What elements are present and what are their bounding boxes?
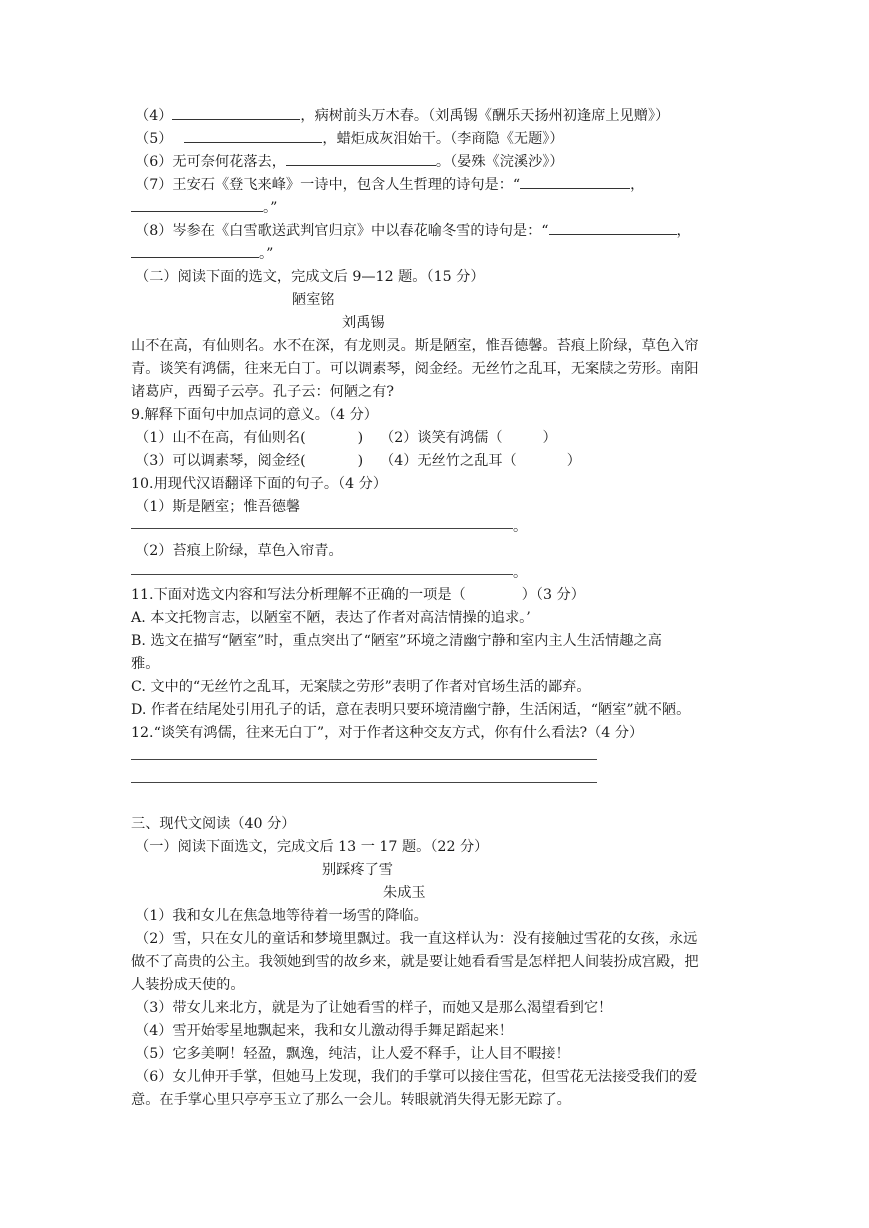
- paragraph-5: （5）它多美啊！轻盈，飘逸，纯洁，让人爱不释手，让人目不暇接！: [135, 1046, 570, 1062]
- option-d: D. 作者在结尾处引用孔子的话，意在表明只要环境清幽宁静，生活闲适，“陋室”就不陋。: [131, 702, 691, 718]
- line-text: （7）王安石《登飞来峰》一诗中，包含人生哲理的诗句是：“: [135, 177, 521, 193]
- item-text: ): [357, 453, 364, 469]
- item-text: ）: [566, 453, 581, 469]
- passage-line: 诸葛庐，西蜀子云亭。孔子云：何陋之有?: [131, 384, 394, 400]
- paragraph-6: （6）女儿伸开手掌，但她马上发现，我们的手掌可以接住雪花，但雪花无法接受我们的爱: [135, 1069, 698, 1085]
- passage-line: 青。谈笑有鸿儒，往来无白丁。可以调素琴，阅金经。无丝竹之乱耳，无案牍之劳形。南阳: [131, 361, 699, 377]
- paragraph-2: （2）雪，只在女儿的童话和梦境里飘过。我一直这样认为：没有接触过雪花的女孩，永远: [135, 931, 698, 947]
- answer-blank[interactable]: [131, 197, 263, 212]
- question-10-2: （2）苔痕上阶绿，草色入帘青。: [135, 543, 343, 559]
- paragraph-3: （3）带女儿来北方，就是为了让她看雪的样子，而她又是那么渴望看到它！: [135, 1000, 613, 1016]
- line-text: 。”: [263, 200, 278, 216]
- line-text: ，病树前头万木春。（刘禹锡《酬乐天扬州初逢席上见赠》）: [300, 108, 670, 124]
- paragraph-2-cont: 做不了高贵的公主。我领她到雪的故乡来，就是要让她看看雪是怎样把人间装扮成宫殿，把: [131, 954, 699, 970]
- item-text: （3）可以调素琴，阅金经(: [135, 453, 306, 469]
- section-subheader: （一）阅读下面选文，完成文后 13 一 17 题。（22 分）: [135, 839, 489, 855]
- item-text: （2）谈笑有鸿儒（: [380, 430, 503, 446]
- section-header: 三、现代文阅读（40 分）: [131, 816, 296, 832]
- poem-line-4: [135, 105, 669, 127]
- poem-line-5: [135, 128, 564, 150]
- answer-blank[interactable]: [549, 220, 677, 235]
- question-9: 9.解释下面句中加点词的意义。（4 分）: [131, 407, 378, 423]
- question-9-3: [135, 450, 363, 472]
- poem-line-7: [135, 174, 644, 196]
- item-text: （4）无丝竹之乱耳（: [380, 453, 517, 469]
- answer-blank[interactable]: [184, 128, 322, 143]
- question-9-1: [135, 427, 363, 449]
- question-11: [131, 584, 585, 606]
- item-text: ): [357, 430, 364, 446]
- line-end-mark: 。: [513, 565, 528, 581]
- answer-blank[interactable]: [131, 243, 259, 258]
- answer-line[interactable]: [131, 782, 597, 783]
- option-a: A. 本文托物言志，以陋室不陋，表达了作者对高洁情操的追求。’: [131, 610, 531, 626]
- question-9-4: [380, 450, 581, 472]
- line-end-mark: 。: [513, 519, 528, 535]
- question-9-2: [380, 427, 557, 449]
- item-text: ）: [542, 430, 557, 446]
- answer-blank[interactable]: [286, 151, 436, 166]
- option-b-cont: 雅。: [131, 656, 160, 672]
- paragraph-6-cont: 意。在手掌心里只亭亭玉立了那么一会儿。转眼就消失得无影无踪了。: [131, 1092, 571, 1108]
- option-b: B. 选文在描写“陋室”时，重点突出了“陋室”环境之清幽宁静和室内主人生活情趣之高: [131, 633, 662, 649]
- line-text: 。（晏殊《浣溪沙》）: [435, 154, 564, 170]
- line-text: ，: [676, 223, 691, 239]
- answer-blank[interactable]: [520, 174, 630, 189]
- poem-line-8: [135, 220, 691, 242]
- section-header: （二）阅读下面的选文，完成文后 9—12 题。（15 分）: [135, 269, 485, 285]
- answer-line[interactable]: [131, 759, 597, 760]
- paragraph-2-cont: 人装扮成天使的。: [131, 977, 245, 993]
- line-text: 。”: [259, 246, 274, 262]
- passage-author: 刘禹锡: [342, 315, 385, 331]
- passage-author: 朱成玉: [383, 885, 426, 901]
- passage-title: 陋室铭: [292, 292, 335, 308]
- question-10-1: （1）斯是陋室；惟吾德馨: [135, 499, 301, 515]
- option-c: C. 文中的“无丝竹之乱耳，无案牍之劳形”表明了作者对官场生活的鄙弃。: [131, 679, 591, 695]
- item-number: （5）: [135, 131, 173, 147]
- poem-line-7-cont: [131, 197, 277, 219]
- paragraph-4: （4）雪开始零星地飘起来，我和女儿激动得手舞足蹈起来！: [135, 1023, 513, 1039]
- question-10: 10.用现代汉语翻译下面的句子。（4 分）: [131, 476, 388, 492]
- item-text: （1）山不在高，有仙则名(: [135, 430, 306, 446]
- answer-line[interactable]: [131, 528, 513, 529]
- passage-title: 别踩疼了雪: [322, 862, 393, 878]
- poem-line-8-cont: [131, 243, 273, 265]
- paragraph-1: （1）我和女儿在焦急地等待着一场雪的降临。: [135, 908, 428, 924]
- answer-line[interactable]: [131, 574, 513, 575]
- item-number: （4）: [135, 108, 173, 124]
- item-text: 11.下面对选文内容和写法分析理解不正确的一项是（: [131, 587, 466, 603]
- line-text: ，蜡炬成灰泪始干。（李商隐《无题》）: [322, 131, 564, 147]
- line-text: （6）无可奈何花落去，: [135, 154, 286, 170]
- item-text: ）（3 分）: [521, 587, 585, 603]
- passage-line: 山不在高，有仙则名。水不在深，有龙则灵。斯是陋室，惟吾德馨。苔痕上阶绿，草色入帘: [131, 338, 699, 354]
- poem-line-6: [135, 151, 564, 173]
- answer-blank[interactable]: [172, 105, 300, 120]
- question-12: 12.“谈笑有鸿儒，往来无白丁”，对于作者这种交友方式，你有什么看法?（4 分）: [131, 725, 644, 741]
- line-text: ，: [630, 177, 645, 193]
- line-text: （8）岑参在《白雪歌送武判官归京》中以春花喻冬雪的诗句是：“: [135, 223, 549, 239]
